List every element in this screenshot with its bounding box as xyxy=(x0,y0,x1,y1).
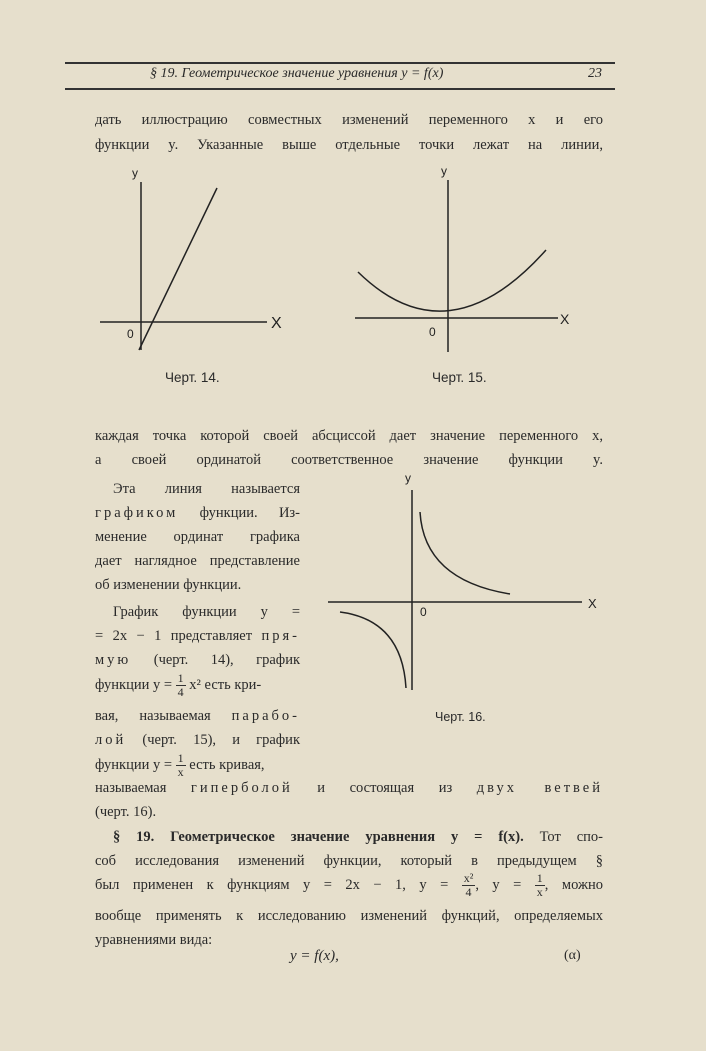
text-line xyxy=(95,672,300,699)
text-line xyxy=(95,628,300,645)
text: (черт. 15), и график xyxy=(126,732,300,748)
text: x² есть кри- xyxy=(185,676,262,693)
text-line xyxy=(95,872,603,899)
section-heading-line xyxy=(113,829,603,846)
text: вая, называемая xyxy=(95,708,232,724)
emphasis: двух ветвей xyxy=(476,780,603,796)
text-line: (черт. 16). xyxy=(95,804,157,820)
equation-label: (α) xyxy=(564,948,581,963)
figure-15-parabola-graph xyxy=(340,160,580,360)
text-line: вообще применять к исследованию изменений функций, определяемых xyxy=(95,908,603,924)
text: функции. Из- xyxy=(178,505,300,521)
text: Тот спо- xyxy=(523,829,604,845)
graph-line xyxy=(139,188,217,350)
text-line: График функции y = xyxy=(113,604,300,620)
header-rule-bottom xyxy=(65,88,615,90)
header-rule-top xyxy=(65,62,615,64)
text-line: менение ординат графика xyxy=(95,529,300,545)
emphasis: гиперболой xyxy=(190,780,293,796)
fraction xyxy=(176,672,186,699)
text-line: уравнениями вида: xyxy=(95,932,213,948)
text-line xyxy=(95,505,300,522)
text: = 2x − 1 представляет xyxy=(95,628,262,644)
text-line: а своей ординатой соответственное значение функции y. xyxy=(95,452,603,468)
hyperbola-branch-right xyxy=(420,512,510,594)
fraction xyxy=(535,872,545,899)
x-label: X xyxy=(560,311,570,327)
denominator: 4 xyxy=(177,685,184,699)
figure-15-caption: Черт. 15. xyxy=(432,370,487,385)
figure-14-caption: Черт. 14. xyxy=(165,370,220,385)
text: называемая xyxy=(95,780,191,796)
formula: y = f(x), xyxy=(290,948,339,964)
denominator: x xyxy=(536,885,543,899)
origin-label: 0 xyxy=(420,605,427,619)
text-line: функции y. Указанные выше отдельные точки лежат на линии, xyxy=(95,137,603,153)
numerator: 1 xyxy=(536,871,543,885)
text: и состоящая из xyxy=(292,780,477,796)
text-line: Эта линия называется xyxy=(113,481,300,497)
text: , y = xyxy=(475,876,535,893)
emphasis: лой xyxy=(95,732,127,748)
numerator: 1 xyxy=(177,751,184,765)
text: , можно xyxy=(544,876,603,893)
text-line xyxy=(95,708,300,725)
emphasis: пря- xyxy=(261,628,300,644)
fraction xyxy=(462,872,476,899)
figure-14-line-graph xyxy=(95,160,295,360)
text-line: об изменении функции. xyxy=(95,577,242,593)
page-number: 23 xyxy=(588,66,602,81)
x-label: X xyxy=(588,596,597,611)
text-line xyxy=(95,752,300,779)
y-label: y xyxy=(441,164,447,178)
denominator: 4 xyxy=(465,885,472,899)
emphasis: мую xyxy=(95,652,132,668)
numerator: x² xyxy=(463,871,474,885)
running-header: § 19. Геометрическое значение уравнения y = f(x) xyxy=(150,66,444,81)
parabola xyxy=(358,250,546,311)
text-line: соб исследования изменений функции, который в предыдущем § xyxy=(95,853,603,869)
text: (черт. 14), график xyxy=(131,652,300,668)
hyperbola-branch-left xyxy=(340,612,406,688)
y-label: y xyxy=(132,166,138,180)
text: функции y = xyxy=(95,756,176,773)
text-line: каждая точка которой своей абсциссой дает значение переменного x, xyxy=(95,428,603,444)
numerator: 1 xyxy=(177,671,184,685)
text-line: дать иллюстрацию совместных изменений переменного x и его xyxy=(95,112,603,128)
text-line xyxy=(95,732,300,749)
emphasis: парабо- xyxy=(231,708,300,724)
figure-16-caption: Черт. 16. xyxy=(435,710,486,724)
origin-label: 0 xyxy=(127,327,134,341)
origin-label: 0 xyxy=(429,325,436,339)
y-label: y xyxy=(405,471,411,485)
text: был применен к функциям y = 2x − 1, y = xyxy=(95,876,462,893)
text-line xyxy=(95,652,300,669)
text: есть кривая, xyxy=(185,756,265,773)
denominator: x xyxy=(177,765,184,779)
fraction xyxy=(176,752,186,779)
section-heading: § 19. Геометрическое значение уравнения y = f(x). xyxy=(113,829,524,845)
figure-16-hyperbola-graph xyxy=(320,460,610,720)
text-line: дает наглядное представление xyxy=(95,553,300,569)
x-label: X xyxy=(271,315,282,332)
emphasis: графиком xyxy=(95,505,179,521)
text: функции y = xyxy=(95,676,176,693)
text-line xyxy=(95,780,603,797)
